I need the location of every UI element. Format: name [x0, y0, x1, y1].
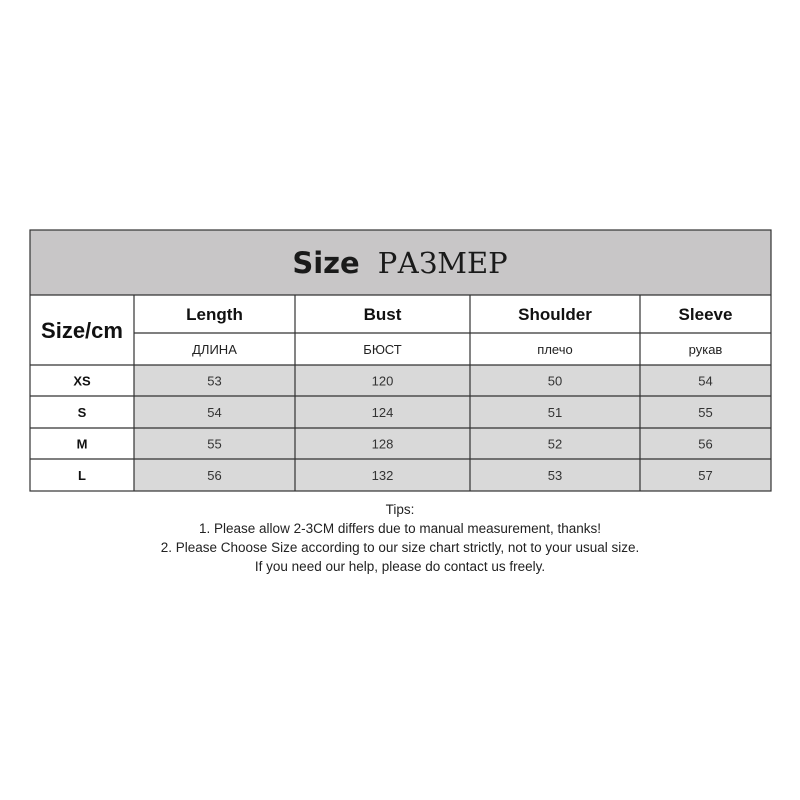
cell-s-sleeve: 55: [698, 405, 713, 420]
cell-l-bust: 132: [371, 468, 394, 483]
column-header-shoulder: Shoulder: [518, 305, 592, 324]
cell-m-sleeve: 56: [698, 436, 713, 452]
row-label-xs: XS: [73, 373, 91, 389]
cell-s-length: 54: [207, 405, 222, 420]
tips-heading: Tips:: [385, 502, 415, 517]
column-subheader-length: ДЛИНА: [192, 342, 237, 357]
row-band-m: [134, 428, 771, 459]
row-label-s: S: [77, 405, 87, 420]
table-title: [292, 246, 507, 280]
row-label-m: M: [76, 436, 88, 452]
cell-xs-length: 53: [207, 373, 222, 389]
row-band-xs: [134, 365, 771, 396]
title-razmer: РАЗМЕР: [377, 246, 508, 280]
tips-line-3: If you need our help, please do contact us freely.: [254, 559, 546, 574]
cell-m-bust: 128: [371, 436, 394, 452]
column-subheader-bust: БЮСТ: [363, 342, 402, 357]
cell-l-length: 56: [207, 468, 222, 483]
title-size: Size: [292, 246, 360, 280]
column-subheader-sleeve: рукав: [688, 342, 723, 357]
column-header-sleeve: Sleeve: [678, 305, 733, 324]
row-band-s: [134, 396, 771, 428]
tips-line-2: 2. Please Choose Size according to our size chart strictly, not to your usual size.: [160, 540, 640, 555]
row-header-label: Size/cm: [41, 318, 123, 343]
row-label-l: L: [78, 468, 86, 483]
cell-xs-sleeve: 54: [698, 373, 713, 389]
cell-l-sleeve: 57: [698, 468, 713, 483]
cell-s-shoulder: 51: [547, 405, 563, 420]
tips-line-1: 1. Please allow 2-3CM differs due to manual measurement, thanks!: [199, 521, 601, 536]
column-subheader-shoulder: плечо: [537, 342, 573, 357]
column-header-bust: Bust: [363, 305, 402, 324]
cell-xs-bust: 120: [371, 373, 394, 389]
row-band-l: [134, 459, 771, 491]
cell-xs-shoulder: 50: [547, 373, 563, 389]
cell-s-bust: 124: [371, 405, 394, 420]
tips-section: [0, 500, 800, 576]
cell-l-shoulder: 53: [547, 468, 563, 483]
cell-m-shoulder: 52: [547, 436, 563, 452]
column-header-length: Length: [186, 305, 243, 324]
cell-m-length: 55: [207, 436, 222, 452]
